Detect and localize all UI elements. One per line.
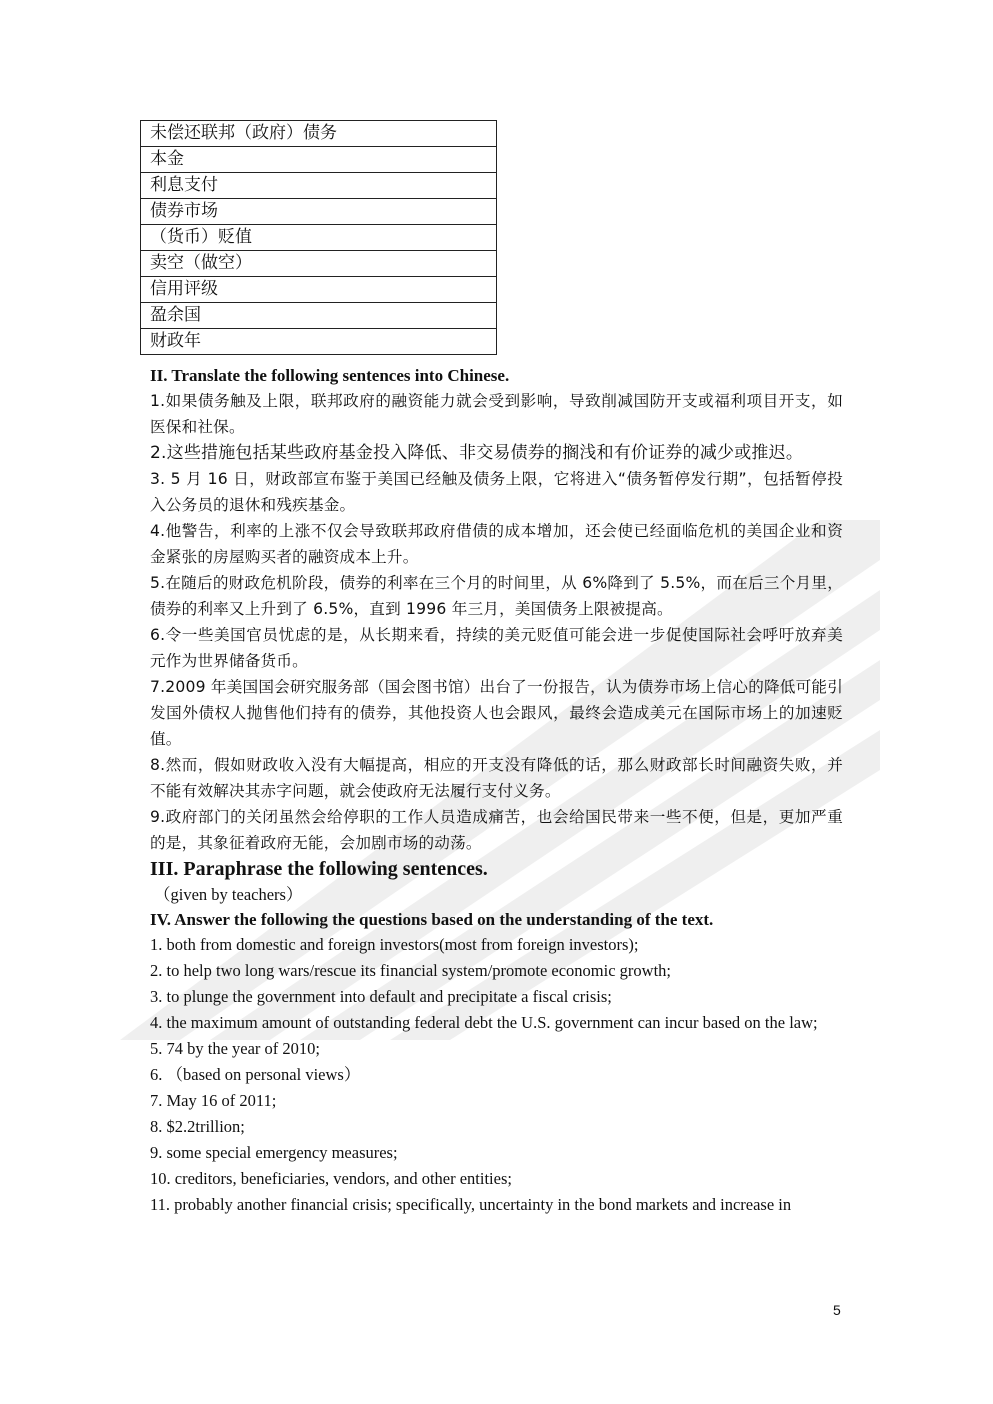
translation-item: 3. 5 月 16 日，财政部宣布鉴于美国已经触及债务上限，它将进入“债务暂停发行期”，包括暂停投入公务员的退休和残疾基金。 xyxy=(150,470,843,514)
answer-item: 5. 74 by the year of 2010; xyxy=(150,1039,321,1058)
table-row xyxy=(141,147,497,173)
answer-item: 7. May 16 of 2011; xyxy=(150,1091,277,1110)
section-3-heading: III. Paraphrase the following sentences. xyxy=(150,858,488,880)
answer-item: 4. the maximum amount of outstanding federal debt the U.S. government can incur based on the law; xyxy=(150,1013,818,1032)
translation-item: 1.如果债务触及上限，联邦政府的融资能力就会受到影响，导致削减国防开支或福利项目开支，如医保和社保。 xyxy=(150,392,843,436)
answer-item: 9. some special emergency measures; xyxy=(150,1143,398,1162)
translation-item: 8.然而，假如财政收入没有大幅提高，相应的开支没有降低的话，那么财政部长时间融资失败，并不能有效解决其赤字问题，就会使政府无法履行支付义务。 xyxy=(150,756,843,800)
page-number: 5 xyxy=(833,1302,841,1318)
table-row xyxy=(141,329,497,355)
table-cell: 利息支付 xyxy=(141,173,497,199)
section-3-note: （given by teachers） xyxy=(154,885,303,904)
translation-item: 5.在随后的财政危机阶段，债券的利率在三个月的时间里，从 6%降到了 5.5%，而在后三个月里，债券的利率又上升到了 6.5%，直到 1996 年三月，美国债务上限被提高。 xyxy=(150,574,843,618)
translation-item: 4.他警告，利率的上涨不仅会导致联邦政府借债的成本增加，还会使已经面临危机的美国企业和资金紧张的房屋购买者的融资成本上升。 xyxy=(150,522,843,566)
answer-item: 11. probably another financial crisis; specifically, uncertainty in the bond markets and increase in xyxy=(150,1195,792,1214)
answer-item: 1. both from domestic and foreign investors(most from foreign investors); xyxy=(150,935,639,954)
table-cell: 本金 xyxy=(141,147,497,173)
table-cell: 盈余国 xyxy=(141,303,497,329)
answer-item: 8. $2.2trillion; xyxy=(150,1117,245,1136)
table-cell: 信用评级 xyxy=(141,277,497,303)
answer-item: 6. （based on personal views） xyxy=(150,1065,361,1084)
table-cell: 财政年 xyxy=(141,329,497,355)
table-row xyxy=(141,199,497,225)
vocabulary-table xyxy=(140,120,497,355)
table-row xyxy=(141,121,497,147)
table-row xyxy=(141,251,497,277)
translation-item: 6.令一些美国官员忧虑的是，从长期来看，持续的美元贬值可能会进一步促使国际社会呼吁放弃美元作为世界储备货币。 xyxy=(150,626,843,670)
table-row xyxy=(141,303,497,329)
answer-item: 2. to help two long wars/rescue its financial system/promote economic growth; xyxy=(150,961,672,980)
table-row xyxy=(141,225,497,251)
document-body xyxy=(150,364,843,1218)
table-row xyxy=(141,277,497,303)
table-cell: （货币）贬值 xyxy=(141,225,497,251)
translation-item: 9.政府部门的关闭虽然会给停职的工作人员造成痛苦，也会给国民带来一些不便，但是，更加严重的是，其象征着政府无能，会加剧市场的动荡。 xyxy=(150,808,843,852)
section-4-heading: IV. Answer the following the questions based on the understanding of the text. xyxy=(150,910,714,929)
table-cell: 债券市场 xyxy=(141,199,497,225)
table-row xyxy=(141,173,497,199)
answer-item: 3. to plunge the government into default and precipitate a fiscal crisis; xyxy=(150,987,612,1006)
table-cell: 卖空（做空） xyxy=(141,251,497,277)
translation-item: 2.这些措施包括某些政府基金投入降低、非交易债券的搁浅和有价证券的减少或推迟。 xyxy=(150,443,804,463)
answer-item: 10. creditors, beneficiaries, vendors, and other entities; xyxy=(150,1169,512,1188)
section-2-heading: II. Translate the following sentences into Chinese. xyxy=(150,366,510,385)
table-cell: 未偿还联邦（政府）债务 xyxy=(141,121,497,147)
translation-item: 7.2009 年美国国会研究服务部（国会图书馆）出台了一份报告，认为债券市场上信心的降低可能引发国外债权人抛售他们持有的债券，其他投资人也会跟风，最终会造成美元在国际市场上的加速贬值。 xyxy=(150,678,843,748)
